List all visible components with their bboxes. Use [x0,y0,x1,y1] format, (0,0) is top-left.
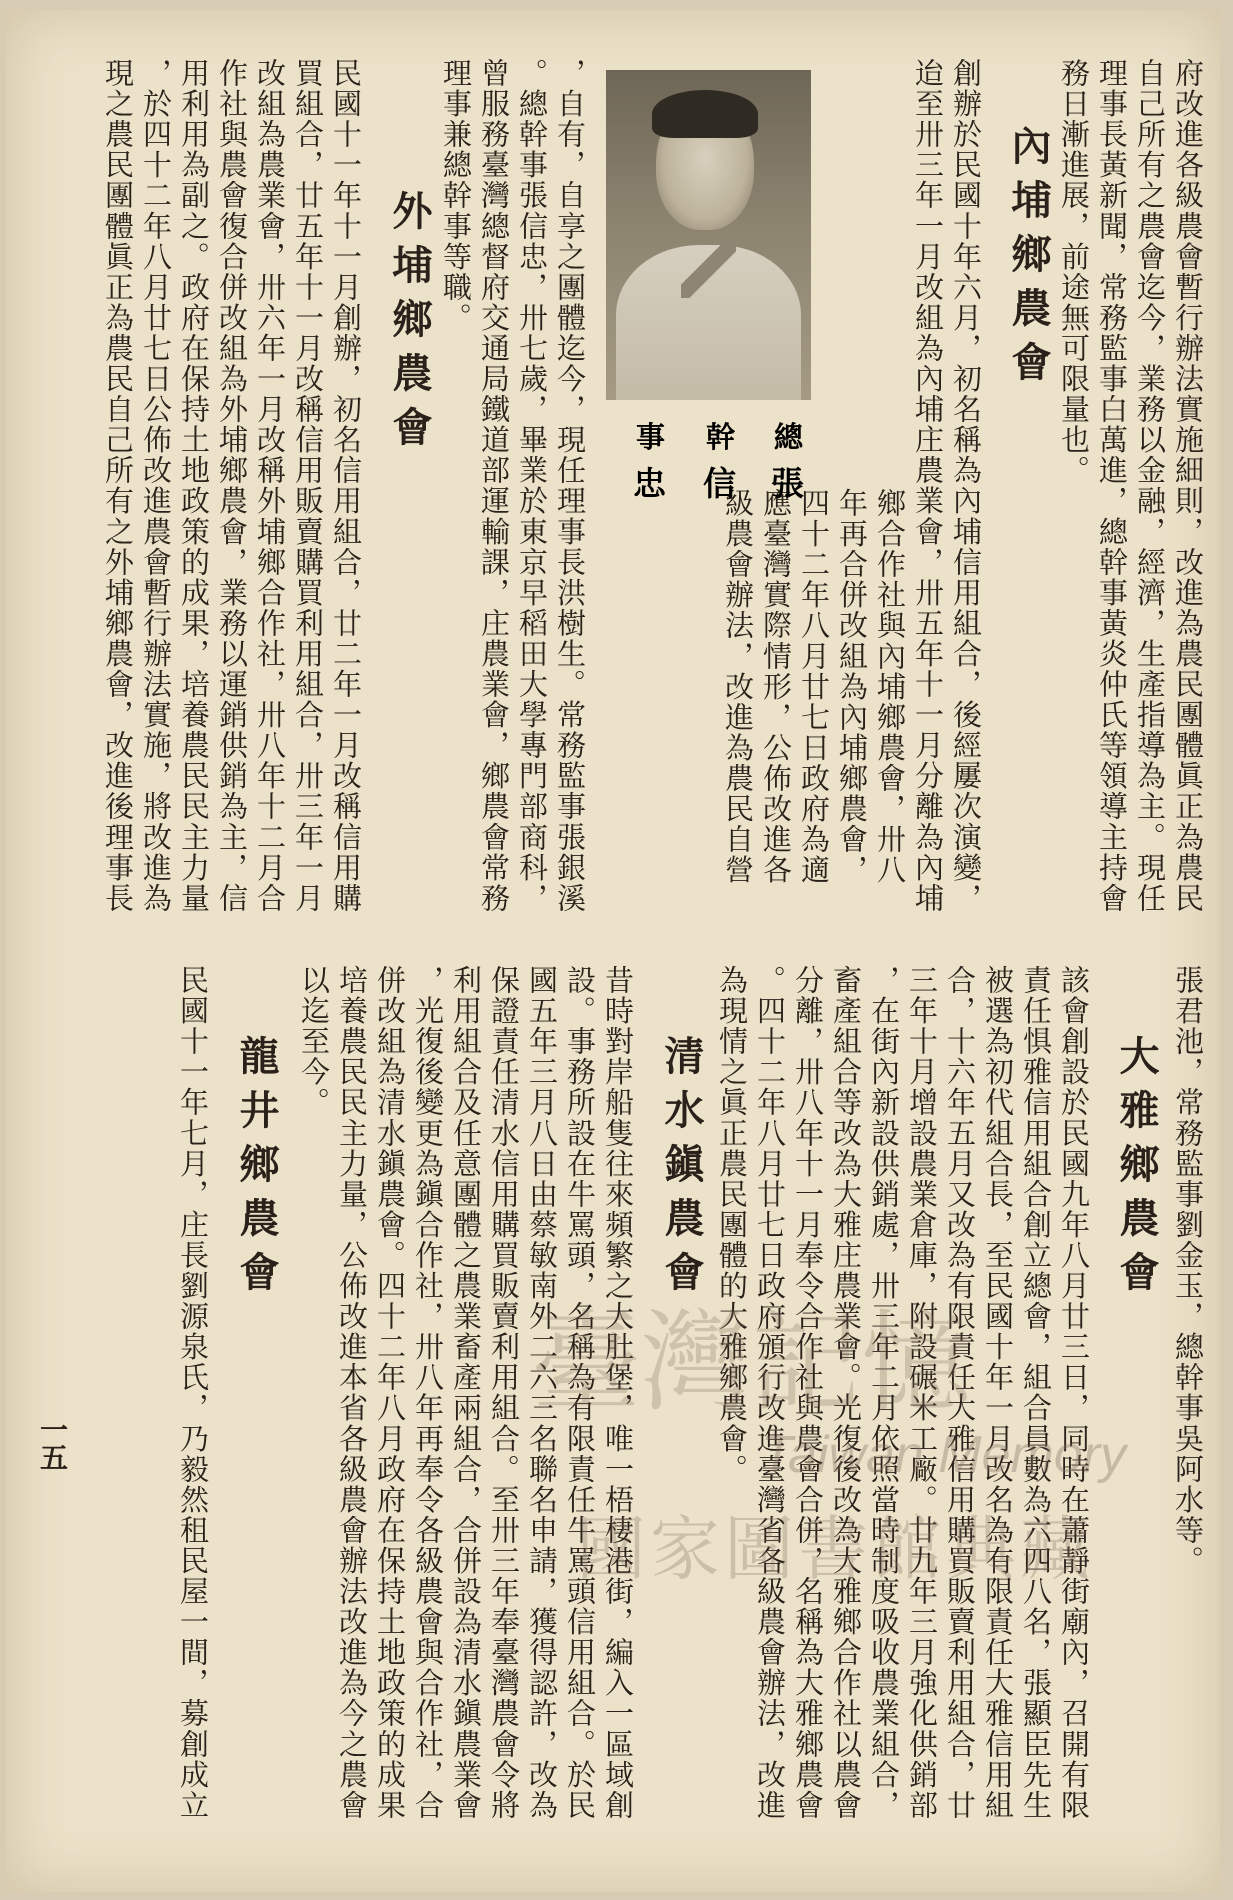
portrait-caption-name [633,458,666,505]
text-column: 買組合，廿五年十一月改稱信用販賣購買利用組合，卅三年一月 [291,58,325,914]
caption-char: 信 [703,467,736,503]
section-title-waipu: 外埔鄉農會 [386,190,433,460]
text-column: 張君池，常務監事劉金玉，總幹事吳阿水等。 [1171,965,1205,1576]
text-column: 改組為農業會，卅六年一月改稱外埔鄉合作社，卅八年十二月合 [253,58,287,914]
caption-char: 忠 [633,467,666,503]
text-column: 。總幹事張信忠，卅七歲，畢業於東京早稻田大學專門部商科， [515,58,549,914]
text-column: 為現情之眞正農民團體的大雅鄉農會。 [715,965,749,1485]
text-column: 年再合併改組為內埔鄉農會， [835,488,869,886]
text-column: 以迄至今。 [297,965,331,1118]
watermark-latin: Taiwan Memory [761,1426,1127,1484]
portrait-photo [606,70,811,400]
portrait-caption-name [703,458,736,505]
text-column: 該會創設於民國九年八月廿三日，同時在蕭靜街廟內，召開有限 [1057,965,1091,1821]
document-page [6,10,1220,1892]
text-column: 分離，卅八年十一月奉令合作社與農會合併，名稱為大雅鄉農會 [791,965,825,1821]
text-column: 責任惧雅信用組合創立總會，組合員數為六四八名，張顯臣先生 [1019,965,1053,1821]
text-column: 務日漸進展，前途無可限量也。 [1057,58,1091,486]
text-column: 用利用為副之。政府在保持土地政策的成果，培養農民民主力量 [177,58,211,914]
text-column: 三年十月增設農業倉庫，附設碾米工廠。廿九年三月強化供銷部 [905,965,939,1821]
text-column: 被選為初代組合長，至民國十年一月改名為有限責任大雅信用組 [981,965,1015,1821]
text-column: 利用組合及任意團體之農業畜產兩組合，合併設為清水鎭農業會 [449,965,483,1821]
text-column: 設。事務所設在牛罵頭，名稱為有限責任牛罵頭信用組合。於民 [563,965,597,1821]
text-column: 鄉合作社與內埔鄉農會，卅八 [873,488,907,886]
section-title-neipu: 內埔鄉農會 [1005,125,1052,395]
caption-char: 張 [771,467,804,503]
section-title-qingshui: 清水鎭農會 [658,1035,705,1305]
caption-char: 事 [636,422,666,454]
caption-char: 總 [774,422,804,454]
text-column: 民國十一年七月，庄長劉源泉氏，乃毅然租民屋一間，募創成立 [176,965,210,1821]
text-column: 現之農民團體眞正為農民自己所有之外埔鄉農會，改進後理事長 [101,58,135,914]
text-column: 畜產組合等改為大雅庄農業會。光復後改為大雅鄉合作社以農會 [829,965,863,1821]
text-column: 級農會辦法，改進為農民自營 [721,488,755,886]
text-column: 府改進各級農會暫行辦法實施細則，改進為農民團體眞正為農民 [1171,58,1205,914]
text-column: 。四十二年八月廿七日政府頒行改進臺灣省各級農會辦法，改進 [753,965,787,1821]
text-column: ，在街內新設供銷處，卅三年二月依照當時制度吸收農業組合， [867,965,901,1821]
text-column: 合，十六年五月又改為有限責任大雅信用購買販賣利用組合，廿 [943,965,977,1821]
portrait-caption-name [771,458,804,505]
text-column: 迨至卅三年一月改組為內埔庄農業會，卅五年十一月分離為內埔 [911,58,945,914]
text-column: 培養農民民主力量，公佈改進本省各級農會辦法改進為今之農會 [335,965,369,1821]
text-column: 併改組為清水鎭農會。四十二年八月政府在保持土地政策的成果 [373,965,407,1821]
text-column: 民國十一年十一月創辦，初名信用組合，廿二年一月改稱信用購 [329,58,363,914]
text-column: ，於四十二年八月廿七日公佈改進農會暫行辦法實施，將改進為 [139,58,173,914]
caption-char: 幹 [706,422,736,454]
text-column: 曾服務臺灣總督府交通局鐵道部運輸課，庄農業會，鄉農會常務 [477,58,511,914]
text-column: 創辦於民國十年六月，初名稱為內埔信用組合，後經屢次演變， [949,58,983,914]
page-number: 一五 [36,1415,69,1471]
section-title-daya: 大雅鄉農會 [1113,1035,1160,1305]
section-title-longjing: 龍井鄉農會 [233,1035,280,1305]
text-column: 理事長黃新聞，常務監事白萬進，總幹事黃炎仲氏等領導主持會 [1095,58,1129,914]
text-column: ，自有，自享之團體迄今，現任理事長洪樹生。常務監事張銀溪 [553,58,587,914]
text-column: 理事兼總幹事等職。 [439,58,473,333]
text-column: 應臺灣實際情形，公佈改進各 [759,488,793,886]
text-column: 國五年三月八日由蔡敏南外二六三名聯名申請，獲得認許，改為 [525,965,559,1821]
text-column: 保證責任清水信用購買販賣利用組合。至卅三年奉臺灣農會令將 [487,965,521,1821]
text-column: 自己所有之農會迄今，業務以金融，經濟，生產指導為主。現任 [1133,58,1167,914]
text-column: 昔時對岸船隻往來頻繁之大肚堡，唯一梧棲港街，編入一區域創 [601,965,635,1821]
watermark-calligraphy: 臺灣記憶 [531,1299,971,1427]
text-column: 四十二年八月廿七日政府為適 [797,488,831,886]
text-column: ，光復後變更為鎭合作社，卅八年再奉令各級農會與合作社，合 [411,965,445,1821]
text-column: 作社與農會復合併改組為外埔鄉農會，業務以運銷供銷為主，信 [215,58,249,914]
watermark-label: 國家圖書館典藏 [576,1508,1094,1590]
